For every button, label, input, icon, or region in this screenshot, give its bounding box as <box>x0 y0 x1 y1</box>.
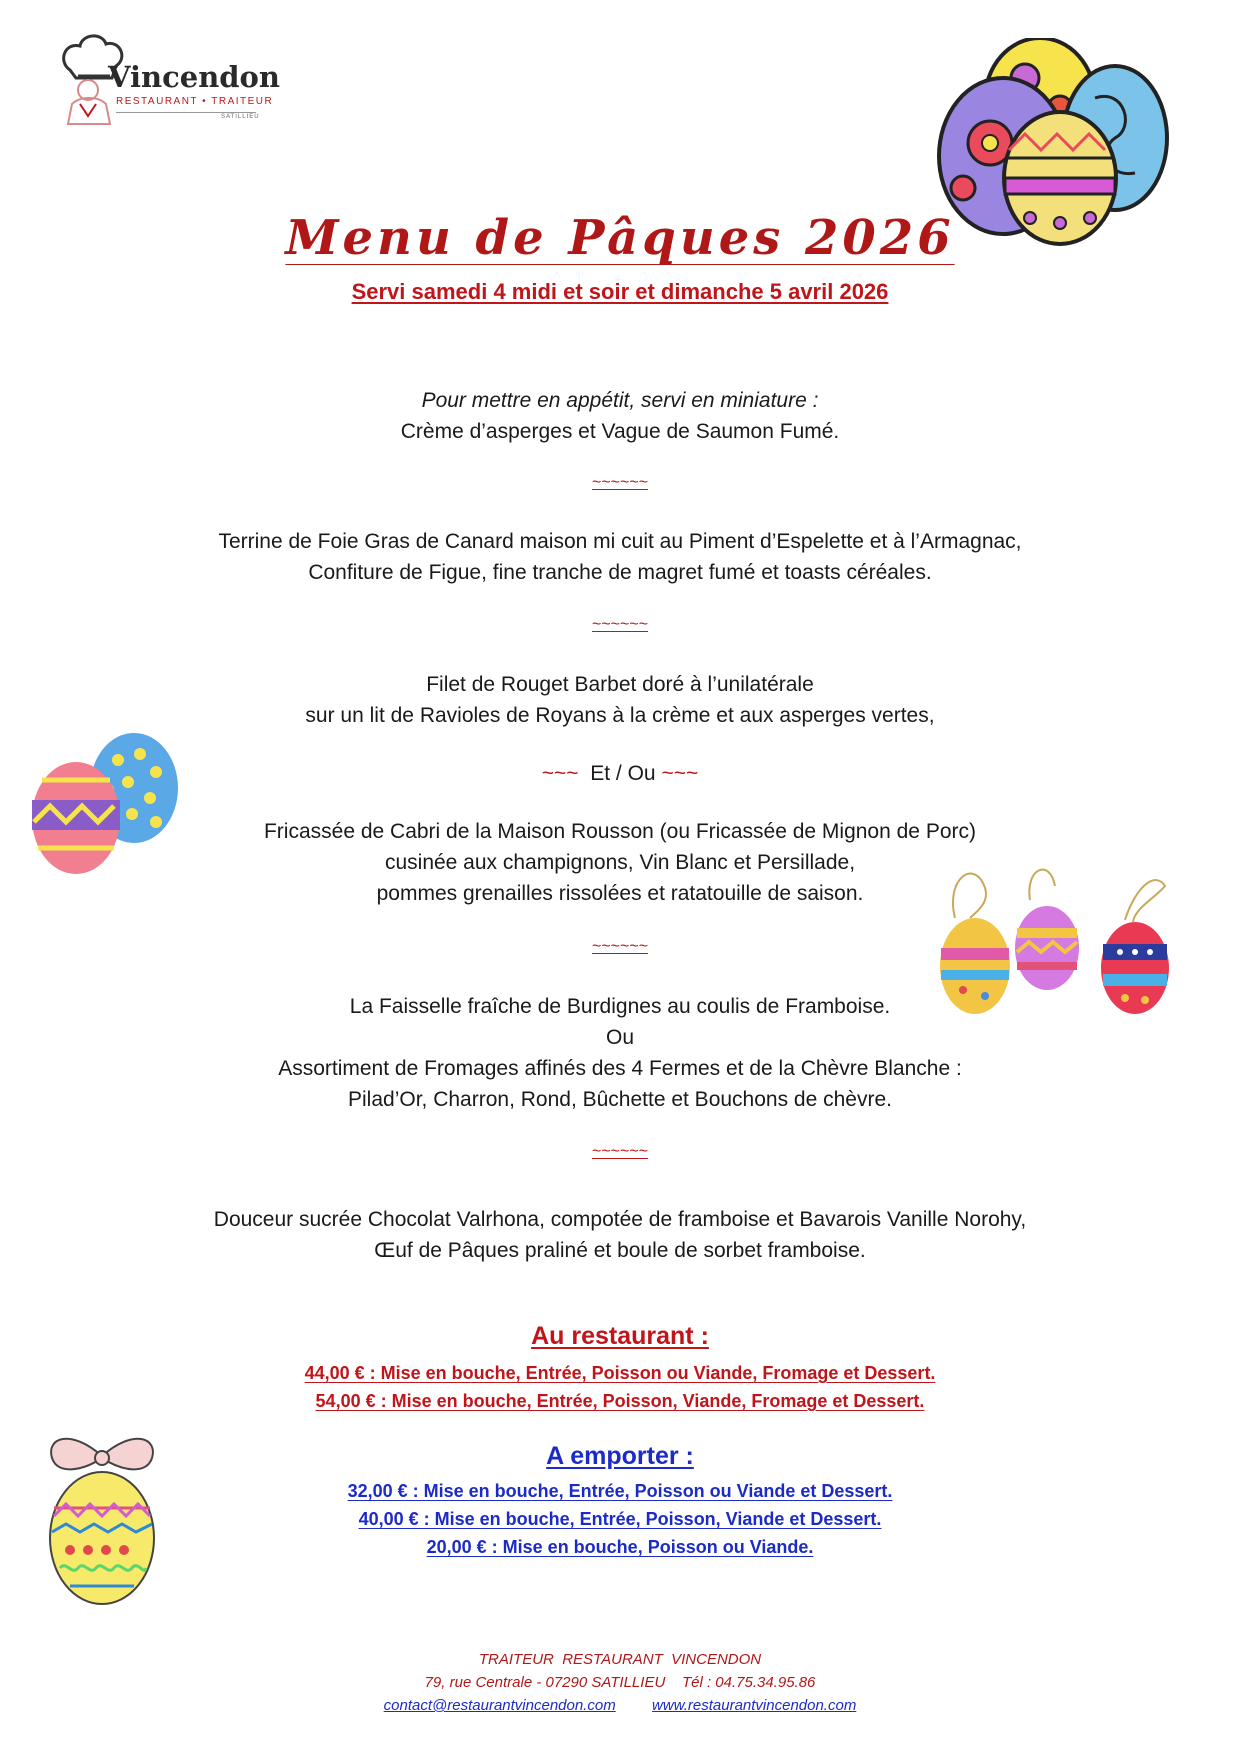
amuse-line: Crème d’asperges et Vague de Saumon Fumé. <box>400 420 840 443</box>
logo-town: SATILLIEU <box>221 114 260 120</box>
restaurant-price-2: 54,00 € : Mise en bouche, Entrée, Poisson, Viande, Fromage et Dessert. <box>315 1391 925 1411</box>
cheese-line-1: La Faisselle fraîche de Burdignes au coulis de Framboise. <box>349 995 891 1018</box>
dessert-line-1: Douceur sucrée Chocolat Valrhona, compotée de framboise et Bavarois Vanille Norohy, <box>213 1208 1027 1231</box>
amuse-intro: Pour mettre en appétit, servi en miniature : <box>421 389 819 412</box>
logo-rule <box>116 112 256 113</box>
menu-subtitle: Servi samedi 4 midi et soir et dimanche 5 avril 2026 <box>351 279 889 304</box>
separator: ~~~~~~ <box>591 474 649 491</box>
footer-contact <box>0 1694 1240 1717</box>
fish-line-2: sur un lit de Ravioles de Royans à la crème et aux asperges vertes, <box>305 704 935 727</box>
or-text: Et / Ou <box>590 762 656 785</box>
logo-name: Vincendon <box>108 60 280 94</box>
separator: ~~~~~~ <box>591 616 649 633</box>
takeaway-price-2: 40,00 € : Mise en bouche, Entrée, Poisson, Viande et Dessert. <box>358 1509 882 1529</box>
starter-line-1: Terrine de Foie Gras de Canard maison mi cuit au Piment d’Espelette et à l’Armagnac, <box>218 530 1022 553</box>
cheese-line-2: Ou <box>605 1026 634 1049</box>
meat-line-3: pommes grenailles rissolées et ratatouille de saison. <box>376 882 864 905</box>
takeaway-price-3: 20,00 € : Mise en bouche, Poisson ou Viande. <box>426 1537 814 1557</box>
menu-title: Menu de Pâques 2026 <box>285 210 955 266</box>
fish-line-1: Filet de Rouget Barbet doré à l’unilatérale <box>426 673 814 696</box>
logo-subtitle: RESTAURANT • TRAITEUR <box>116 96 274 107</box>
or-tilde-right: ~~~ <box>661 762 699 785</box>
or-tilde-left: ~~~ <box>541 762 579 785</box>
meat-line-1: Fricassée de Cabri de la Maison Rousson (ou Fricassée de Mignon de Porc) <box>263 820 976 843</box>
logo <box>58 32 298 132</box>
cheese-line-4: Pilad’Or, Charron, Rond, Bûchette et Bouchons de chèvre. <box>348 1088 892 1111</box>
restaurant-price-1: 44,00 € : Mise en bouche, Entrée, Poisson ou Viande, Fromage et Dessert. <box>304 1363 936 1383</box>
footer-email-link[interactable]: contact@restaurantvincendon.com <box>383 1697 616 1714</box>
meat-line-2: cusinée aux champignons, Vin Blanc et Persillade, <box>384 851 856 874</box>
cheese-line-3: Assortiment de Fromages affinés des 4 Fermes et de la Chèvre Blanche : <box>278 1057 962 1080</box>
takeaway-title: A emporter : <box>546 1442 694 1470</box>
separator: ~~~~~~ <box>591 938 649 955</box>
footer-name: TRAITEUR RESTAURANT VINCENDON <box>478 1651 762 1668</box>
separator: ~~~~~~ <box>591 1143 649 1160</box>
footer-address: 79, rue Centrale - 07290 SATILLIEU Tél : 04.75.34.95.86 <box>424 1674 816 1691</box>
starter-line-2: Confiture de Figue, fine tranche de magret fumé et toasts céréales. <box>308 561 932 584</box>
takeaway-price-1: 32,00 € : Mise en bouche, Entrée, Poisson ou Viande et Dessert. <box>347 1481 893 1501</box>
dessert-line-2: Œuf de Pâques praliné et boule de sorbet framboise. <box>374 1239 866 1262</box>
restaurant-title: Au restaurant : <box>531 1322 709 1350</box>
or-line <box>0 758 1240 789</box>
footer-website-link[interactable]: www.restaurantvincendon.com <box>652 1697 857 1714</box>
